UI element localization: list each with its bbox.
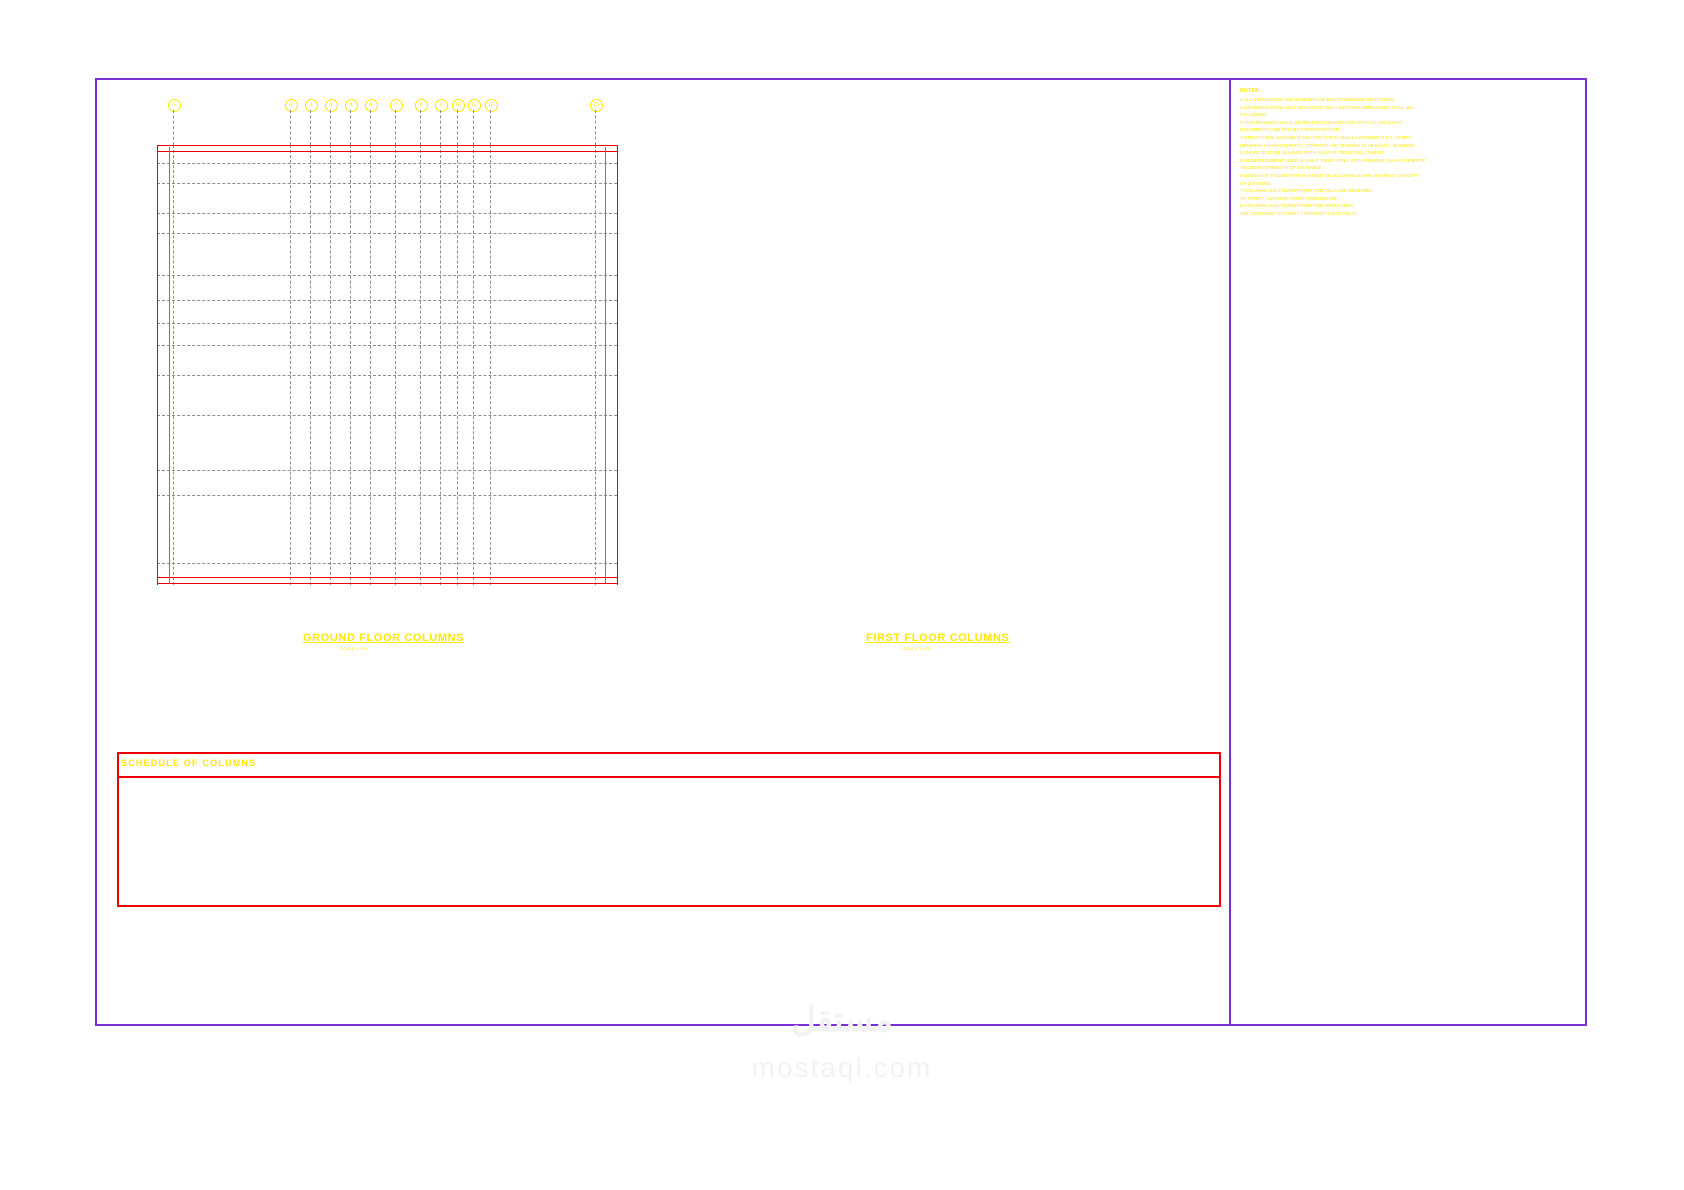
grid-line-horizontal — [157, 563, 617, 564]
grid-line-horizontal — [157, 183, 617, 184]
plan-first-floor-columns — [672, 85, 1232, 645]
grid-bubble-leader — [290, 110, 291, 145]
schedule-title: SCHEDULE OF COLUMNS — [121, 758, 257, 768]
grid-bubble-leader — [420, 110, 421, 145]
grid-bubble-top: 7 — [390, 99, 403, 112]
dimension-line — [157, 151, 617, 152]
grid-line-vertical — [395, 145, 396, 585]
notes-line: DOCUMENTS AND PROJECT SPECIFICATION. — [1240, 127, 1341, 133]
watermark-arabic: مستقل — [791, 1001, 893, 1039]
notes-line: 2-DRAWINGS SHALL NOT BE SCALED ,ONLY WRITTEN DIMENSIONS SHALL BE — [1240, 104, 1414, 110]
outer-axis-line — [617, 145, 618, 585]
watermark-latin: mostaql.com — [751, 1052, 933, 1083]
dimension-line — [157, 577, 617, 578]
notes-line: CONCRETE TO BE 15 N/MM2 WITH SULFATE RESISTING CEMENT. — [1240, 150, 1385, 156]
grid-bubble-top: 3 — [305, 99, 318, 112]
grid-line-vertical — [457, 145, 458, 585]
notes-line: 1-ALL DIMENSIONS ARE IN METER UNLESS OTHERWISE MENTIONED. — [1240, 97, 1395, 102]
grid-line-vertical — [473, 145, 474, 585]
grid-bubble-leader — [473, 110, 474, 145]
grid-line-horizontal — [157, 495, 617, 496]
grid-line-horizontal — [157, 375, 617, 376]
plan-ground-title: GROUND FLOOR COLUMNS — [303, 632, 465, 644]
grid-bubble-top: 13 — [590, 99, 603, 112]
grid-bubble-leader — [440, 110, 441, 145]
grid-bubble-leader — [370, 110, 371, 145]
notes-line: ARE DESIGNED TO CARRY ( GROUND FLOOR ONLY). — [1240, 210, 1358, 216]
grid-line-vertical — [420, 145, 421, 585]
grid-line-horizontal — [157, 323, 617, 324]
grid-bubble-leader — [350, 110, 351, 145]
grid-bubble-top: 5 — [345, 99, 358, 112]
notes-panel — [1240, 88, 1580, 218]
grid-bubble-top: 11 — [468, 99, 481, 112]
grid-line-vertical — [595, 145, 596, 585]
notes-line: 6-DESIGN OF FOUNDATION IS BASED ON ALLOWABLE SAFE BEARING CAPACITY — [1240, 172, 1420, 178]
grid-bubble-leader — [395, 110, 396, 145]
grid-line-vertical — [310, 145, 311, 585]
plan-ground-floor-columns — [105, 85, 665, 645]
grid-bubble-leader — [457, 110, 458, 145]
grid-bubble-top: 2 — [285, 99, 298, 112]
plan-ground-subtitle: SCALE 1:100 — [340, 646, 368, 651]
grid-bubble-top: 8 — [415, 99, 428, 112]
secondary-axis-line — [605, 147, 606, 583]
notes-line: 4-STRUCTURAL CONCRETE MIX FOR (O.P.C) SHALL CONSIDER G.F.C. 30 MPA — [1240, 134, 1412, 140]
grid-line-horizontal — [157, 275, 617, 276]
grid-line-vertical — [350, 145, 351, 585]
grid-bubble-top: 10 — [452, 99, 465, 112]
grid-line-vertical — [490, 145, 491, 585]
grid-line-horizontal — [157, 415, 617, 416]
notes-line: 5-REINFORCEMENT USED IS HIGHT YIELD STEEL WITH MINIMUM CHARACTERISTIC — [1240, 157, 1426, 163]
grid-line-horizontal — [157, 233, 617, 234]
grid-bubble-top: 6 — [365, 99, 378, 112]
grid-bubble-leader — [490, 110, 491, 145]
grid-bubble-leader — [595, 110, 596, 145]
plan-first-subtitle: SCALE 1:100 — [903, 646, 931, 651]
grid-bubble-top: 1 — [168, 99, 181, 112]
notes-line: OF 200 KN/M2. — [1240, 180, 1272, 186]
grid-line-vertical — [173, 145, 174, 585]
grid-line-horizontal — [157, 213, 617, 214]
notes-title: NOTES: — [1240, 88, 1261, 94]
grid-bubble-leader — [173, 110, 174, 145]
notes-line: FOLLOWED. — [1240, 112, 1268, 118]
grid-bubble-top: 9 — [435, 99, 448, 112]
grid-line-horizontal — [157, 163, 617, 164]
notes-line: TO CARRY ( GROUND +FIRST+PENTHOUSE). — [1240, 195, 1340, 201]
grid-line-vertical — [290, 145, 291, 585]
grid-line-horizontal — [157, 345, 617, 346]
schedule-header-rule — [117, 776, 1221, 778]
notes-line: 7-COLUMNS AND FOUNDATIONS FOR VILLA ARE DESIGNED — [1240, 188, 1373, 194]
dimension-line — [157, 583, 617, 584]
grid-bubble-leader — [310, 110, 311, 145]
grid-bubble-leader — [330, 110, 331, 145]
grid-line-vertical — [370, 145, 371, 585]
secondary-axis-line — [169, 147, 170, 583]
notes-line: (MINIMUM CHARACTERISTIC STRENGTH OF 30 N/MM2 AT 28 DAYS ) , BLINDING — [1240, 142, 1416, 148]
outer-axis-line — [157, 145, 158, 585]
dimension-line — [157, 145, 617, 146]
notes-line: YIELDING STRENGTH OF 420 N/MM2. — [1240, 165, 1322, 171]
grid-line-vertical — [330, 145, 331, 585]
grid-bubble-top: 12 — [485, 99, 498, 112]
grid-line-vertical — [440, 145, 441, 585]
notes-line: 3-THIS DRAWING SHALL BE READ IN CONJUNCTION WITH ALL RELEVANT — [1240, 119, 1403, 125]
grid-line-horizontal — [157, 300, 617, 301]
plan-first-title: FIRST FLOOR COLUMNS — [866, 632, 1010, 644]
grid-bubble-top: 4 — [325, 99, 338, 112]
grid-line-horizontal — [157, 470, 617, 471]
notes-line: 8-COLUMNS AND FOUNDATIONS FOR ANNEX AREA — [1240, 203, 1354, 209]
